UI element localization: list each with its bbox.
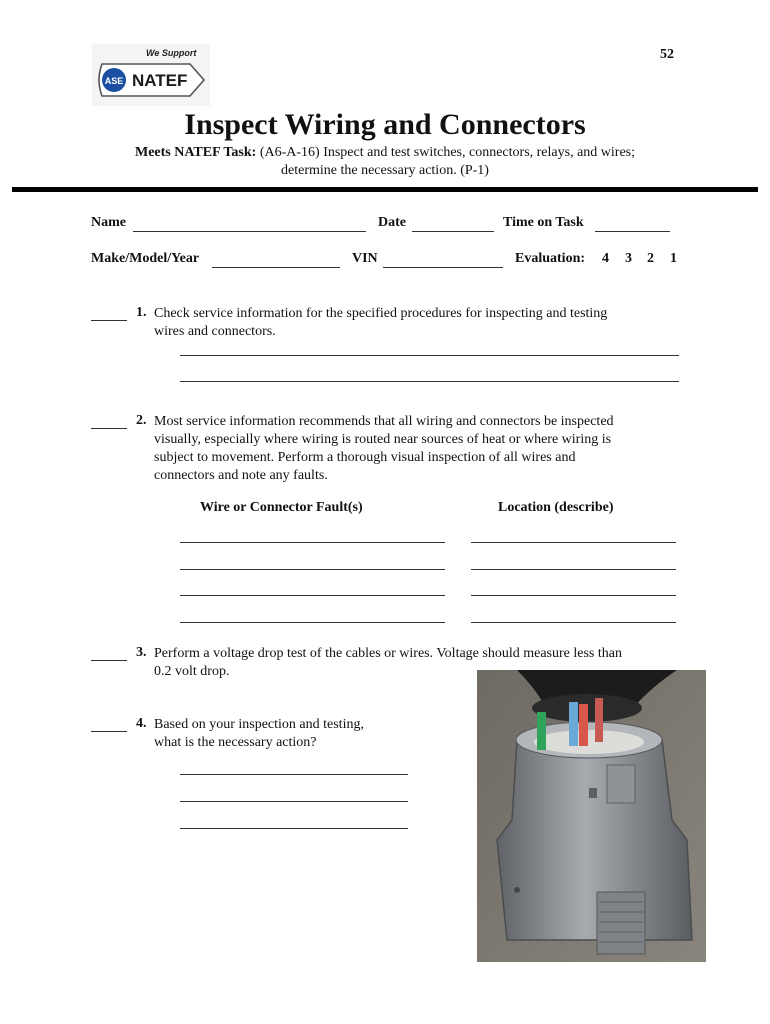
fault-line-1[interactable]	[180, 542, 445, 543]
step-1-answer-line-1[interactable]	[180, 355, 679, 356]
step-1-line-2: wires and connectors.	[154, 324, 276, 339]
step-1-checkbox-line[interactable]	[91, 320, 127, 321]
task-text-line2: determine the necessary action. (P-1)	[281, 163, 489, 178]
step-2-line-4: connectors and note any faults.	[154, 468, 328, 483]
page-title: Inspect Wiring and Connectors	[184, 108, 586, 141]
header-divider	[12, 187, 758, 192]
step-4-line-1: Based on your inspection and testing,	[154, 717, 364, 732]
step-4-text	[154, 716, 364, 752]
date-field[interactable]	[412, 231, 494, 232]
step-3-line-1: Perform a voltage drop test of the cables or wires. Voltage should measure less than	[154, 646, 622, 661]
fault-column-header: Wire or Connector Fault(s)	[200, 500, 363, 515]
task-text-line1: (A6-A-16) Inspect and test switches, connectors, relays, and wires;	[259, 145, 635, 160]
step-4-answer-line-2[interactable]	[180, 801, 408, 802]
wiring-connector-photo	[477, 670, 706, 962]
step-1-line-1: Check service information for the specified procedures for inspecting and testing	[154, 306, 608, 321]
logo-badge-text: ASE	[104, 76, 124, 86]
step-1-number: 1.	[136, 305, 147, 320]
task-label: Meets NATEF Task:	[134, 145, 257, 160]
step-3-number: 3.	[136, 645, 147, 660]
evaluation-score-3[interactable]: 3	[625, 251, 632, 266]
step-2-number: 2.	[136, 413, 147, 428]
name-field[interactable]	[133, 231, 366, 232]
date-label: Date	[378, 215, 406, 230]
step-4-checkbox-line[interactable]	[91, 731, 127, 732]
step-4-answer-line-3[interactable]	[180, 828, 408, 829]
location-column-header: Location (describe)	[498, 500, 614, 515]
logo-top-text: We Support	[146, 48, 197, 58]
location-line-1[interactable]	[471, 542, 676, 543]
step-2-text	[154, 413, 614, 485]
step-1-text	[154, 305, 607, 341]
name-label: Name	[91, 215, 126, 230]
task-description	[0, 145, 770, 161]
step-4-number: 4.	[136, 716, 147, 731]
logo-brand-text: NATEF	[132, 71, 188, 90]
step-3-checkbox-line[interactable]	[91, 660, 127, 661]
step-1-answer-line-2[interactable]	[180, 381, 679, 382]
step-2-checkbox-line[interactable]	[91, 428, 127, 429]
step-3-line-2: 0.2 volt drop.	[154, 664, 230, 679]
evaluation-label: Evaluation:	[515, 251, 586, 266]
fault-line-2[interactable]	[180, 569, 445, 570]
make-model-year-label: Make/Model/Year	[91, 251, 200, 266]
evaluation-score-1[interactable]: 1	[670, 251, 677, 266]
location-line-2[interactable]	[471, 569, 676, 570]
vin-label: VIN	[352, 251, 378, 266]
make-model-year-field[interactable]	[212, 267, 340, 268]
location-line-3[interactable]	[471, 595, 676, 596]
vin-field[interactable]	[383, 267, 503, 268]
time-on-task-label: Time on Task	[503, 215, 584, 230]
step-4-line-2: what is the necessary action?	[154, 735, 317, 750]
step-2-line-3: subject to movement. Perform a thorough visual inspection of all wires and	[154, 450, 576, 465]
step-2-line-2: visually, especially where wiring is routed near sources of heat or where wiring is	[154, 432, 612, 447]
evaluation-score-4[interactable]: 4	[602, 251, 609, 266]
page-number: 52	[660, 47, 674, 62]
natef-logo	[92, 44, 210, 106]
fault-line-3[interactable]	[180, 595, 445, 596]
location-line-4[interactable]	[471, 622, 676, 623]
step-2-line-1: Most service information recommends that all wiring and connectors be inspected	[154, 414, 614, 429]
step-4-answer-line-1[interactable]	[180, 774, 408, 775]
time-on-task-field[interactable]	[595, 231, 670, 232]
evaluation-score-2[interactable]: 2	[647, 251, 654, 266]
fault-line-4[interactable]	[180, 622, 445, 623]
